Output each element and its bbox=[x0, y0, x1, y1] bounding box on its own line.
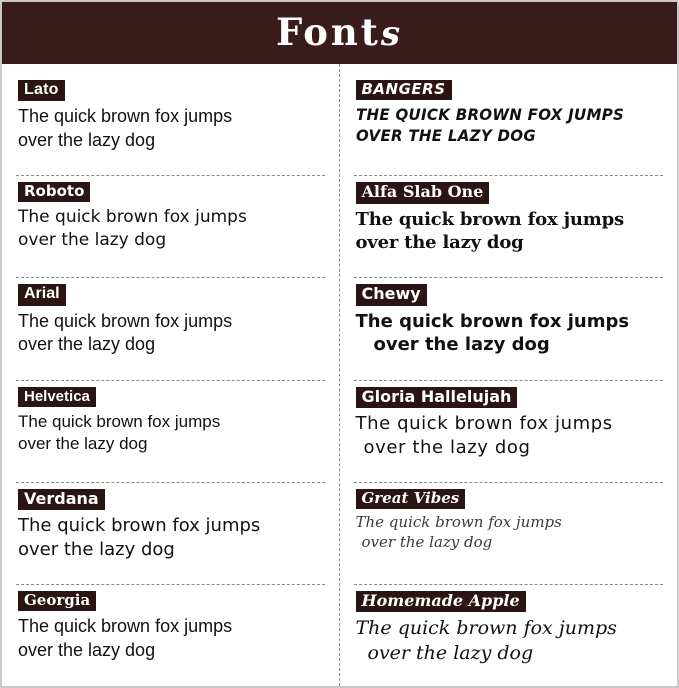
font-sample-text bbox=[356, 412, 656, 460]
font-sample-text bbox=[18, 310, 318, 358]
page-title-swash: s bbox=[380, 14, 404, 54]
sample-line-1: The quick brown fox jumps bbox=[18, 515, 261, 537]
sample-line-1: The quick brown fox jumps bbox=[18, 106, 233, 127]
font-name-label: Homemade Apple bbox=[356, 591, 526, 612]
font-sample-text bbox=[18, 105, 318, 153]
font-name-label: Georgia bbox=[18, 591, 96, 611]
sample-line-2: OVER THE LAZY DOG bbox=[355, 126, 536, 146]
right-column bbox=[340, 64, 678, 686]
sample-line-2: over the lazy dog bbox=[361, 532, 493, 551]
font-name-label: Alfa Slab One bbox=[356, 182, 490, 203]
font-sample-text bbox=[18, 514, 318, 562]
left-column bbox=[2, 64, 340, 686]
sample-line-2: over the lazy dog bbox=[355, 232, 524, 254]
font-sample-text bbox=[356, 513, 656, 553]
font-block-gloria-hallelujah bbox=[354, 381, 664, 483]
sample-line-2: over the lazy dog bbox=[18, 639, 156, 660]
font-block-chewy bbox=[354, 278, 664, 380]
sample-line-2: over the lazy dog bbox=[18, 130, 156, 151]
sample-line-2: over the lazy dog bbox=[18, 334, 156, 355]
sample-line-1: The quick brown fox jumps bbox=[18, 207, 247, 228]
sample-line-1: The quick brown fox jumps bbox=[18, 411, 221, 431]
sample-line-1: The quick brown fox jumps bbox=[355, 617, 617, 640]
font-block-georgia bbox=[16, 585, 325, 686]
sample-line-1: THE QUICK BROWN FOX JUMPS bbox=[355, 105, 624, 125]
font-sample-text bbox=[356, 208, 656, 256]
sample-line-1: The quick brown fox jumps bbox=[18, 310, 233, 331]
font-block-homemade-apple bbox=[354, 585, 664, 686]
font-sample-text bbox=[18, 411, 318, 456]
page-title bbox=[276, 10, 403, 54]
page-title-main: Font bbox=[275, 10, 381, 54]
sample-line-2: over the lazy dog bbox=[363, 436, 531, 458]
poster-header bbox=[2, 2, 677, 64]
sample-line-1: The quick brown fox jumps bbox=[355, 208, 624, 230]
font-block-helvetica bbox=[16, 381, 325, 483]
font-block-lato bbox=[16, 74, 325, 176]
sample-line-1: The quick brown fox jumps bbox=[355, 412, 613, 434]
font-sample-text bbox=[356, 616, 656, 666]
font-name-label: BANGERS bbox=[356, 80, 452, 100]
font-name-label: Chewy bbox=[356, 284, 427, 305]
font-sample-text bbox=[18, 615, 318, 663]
font-block-great-vibes bbox=[354, 483, 664, 585]
font-columns bbox=[2, 64, 677, 686]
font-name-label: Great Vibes bbox=[356, 489, 466, 509]
font-sample-text bbox=[18, 206, 318, 251]
font-name-label: Gloria Hallelujah bbox=[356, 387, 518, 408]
sample-line-2: over the lazy dog bbox=[367, 642, 534, 665]
font-block-arial bbox=[16, 278, 325, 380]
font-block-bangers bbox=[354, 74, 664, 176]
font-name-label: Arial bbox=[18, 284, 66, 305]
font-block-alfa-slab-one bbox=[354, 176, 664, 278]
font-sample-text bbox=[356, 310, 656, 358]
sample-line-2: over the lazy dog bbox=[373, 334, 550, 356]
sample-line-2: over the lazy dog bbox=[18, 229, 167, 250]
font-name-label: Lato bbox=[18, 80, 65, 101]
font-name-label: Verdana bbox=[18, 489, 105, 510]
font-name-label: Roboto bbox=[18, 182, 90, 202]
sample-line-2: over the lazy dog bbox=[18, 538, 175, 560]
font-sample-text bbox=[356, 104, 638, 146]
font-block-roboto bbox=[16, 176, 325, 278]
sample-line-1: The quick brown fox jumps bbox=[18, 616, 233, 637]
font-name-label: Helvetica bbox=[18, 387, 96, 407]
sample-line-1: The quick brown fox jumps bbox=[355, 512, 562, 531]
sample-line-2: over the lazy dog bbox=[18, 434, 148, 454]
sample-line-1: The quick brown fox jumps bbox=[355, 310, 630, 332]
font-block-verdana bbox=[16, 483, 325, 585]
